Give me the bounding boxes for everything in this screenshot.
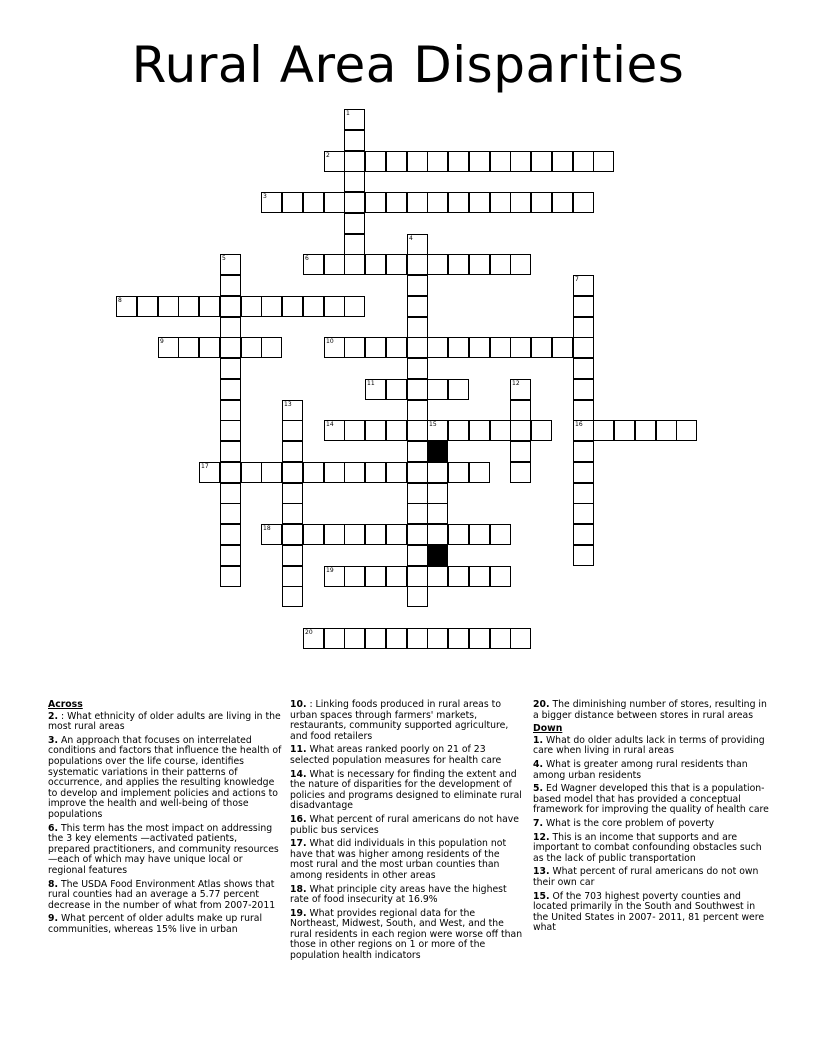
grid-cell[interactable] xyxy=(510,400,531,421)
grid-cell[interactable] xyxy=(407,296,428,317)
grid-cell[interactable] xyxy=(282,586,303,607)
down-clue-12: 12. This is an income that supports and are important to combat confounding obstacles such as the lack of public transportation xyxy=(533,831,762,864)
grid-cell[interactable] xyxy=(573,337,594,358)
grid-cell[interactable] xyxy=(427,628,448,649)
grid-cell[interactable] xyxy=(220,462,241,483)
grid-cell[interactable] xyxy=(324,337,345,358)
grid-cell[interactable] xyxy=(365,337,386,358)
grid-cell[interactable] xyxy=(303,296,324,317)
grid-cell[interactable] xyxy=(407,462,428,483)
grid-cell[interactable] xyxy=(510,192,531,213)
grid-cell[interactable] xyxy=(220,503,241,524)
grid-cell[interactable] xyxy=(427,420,448,441)
grid-cell[interactable] xyxy=(573,400,594,421)
grid-cell[interactable] xyxy=(344,151,365,172)
grid-cell[interactable] xyxy=(220,545,241,566)
clue-number: 1 xyxy=(346,110,350,117)
grid-cell[interactable] xyxy=(552,192,573,213)
page-title: Rural Area Disparities xyxy=(131,36,685,94)
grid-cell[interactable] xyxy=(614,420,635,441)
grid-cell[interactable] xyxy=(510,337,531,358)
grid-cell[interactable] xyxy=(407,586,428,607)
grid-cell[interactable] xyxy=(531,420,552,441)
grid-cell[interactable] xyxy=(427,503,448,524)
grid-cell[interactable] xyxy=(261,337,282,358)
clue-number: 12 xyxy=(512,380,520,387)
grid-cell[interactable] xyxy=(303,628,324,649)
grid-cell[interactable] xyxy=(407,524,428,545)
grid-cell[interactable] xyxy=(490,628,511,649)
grid-cell[interactable] xyxy=(386,379,407,400)
across-clue-9: 9. What percent of older adults make up rural communities, whereas 15% live in urban xyxy=(48,913,263,935)
grid-cell[interactable] xyxy=(220,379,241,400)
grid-cell[interactable] xyxy=(407,317,428,338)
grid-cell[interactable] xyxy=(490,337,511,358)
grid-cell[interactable] xyxy=(344,213,365,234)
grid-cell[interactable] xyxy=(365,524,386,545)
grid-cell[interactable] xyxy=(344,337,365,358)
across-clue-10: 10. : Linking foods produced in rural areas to urban spaces through farmers' markets, restaurants, community supported agriculture, and food retailers xyxy=(290,699,509,742)
grid-cell[interactable] xyxy=(282,441,303,462)
grid-cell[interactable] xyxy=(261,524,282,545)
grid-cell[interactable] xyxy=(552,151,573,172)
grid-cell[interactable] xyxy=(573,358,594,379)
grid-cell[interactable] xyxy=(427,462,448,483)
grid-cell[interactable] xyxy=(116,296,137,317)
grid-cell[interactable] xyxy=(386,566,407,587)
grid-cell[interactable] xyxy=(344,109,365,130)
grid-cell[interactable] xyxy=(324,420,345,441)
clues-section xyxy=(0,700,816,1040)
grid-cell[interactable] xyxy=(469,151,490,172)
grid-cell[interactable] xyxy=(469,254,490,275)
grid-cell[interactable] xyxy=(344,234,365,255)
grid-cell[interactable] xyxy=(220,317,241,338)
down-clue-7: 7. What is the core problem of poverty xyxy=(533,817,715,829)
grid-cell[interactable] xyxy=(282,192,303,213)
grid-cell[interactable] xyxy=(407,358,428,379)
grid-cell[interactable] xyxy=(469,524,490,545)
clue-number: 15 xyxy=(429,421,437,428)
grid-cell[interactable] xyxy=(593,420,614,441)
clue-number: 7 xyxy=(575,276,579,283)
grid-cell[interactable] xyxy=(199,296,220,317)
grid-cell[interactable] xyxy=(448,566,469,587)
clue-number: 20 xyxy=(305,629,313,636)
grid-cell[interactable] xyxy=(344,192,365,213)
grid-cell[interactable] xyxy=(573,296,594,317)
grid-cell[interactable] xyxy=(469,628,490,649)
grid-cell[interactable] xyxy=(365,192,386,213)
grid-cell[interactable] xyxy=(178,296,199,317)
clue-number: 18 xyxy=(263,525,271,532)
across-clue-6: 6. This term has the most impact on addressing the 3 key elements —activated patients, prepared practitioners, and community resources—each of which may have unique local or regional features xyxy=(48,822,279,876)
grid-cell[interactable] xyxy=(324,151,345,172)
across-clue-2: 2. : What ethnicity of older adults are living in the most rural areas xyxy=(48,710,281,733)
grid-cell[interactable] xyxy=(220,400,241,421)
grid-cell[interactable] xyxy=(220,524,241,545)
black-square xyxy=(427,545,448,566)
grid-cell[interactable] xyxy=(282,524,303,545)
grid-cell[interactable] xyxy=(573,192,594,213)
grid-cell[interactable] xyxy=(469,192,490,213)
down-clue-1: 1. What do older adults lack in terms of providing care when living in rural areas xyxy=(533,734,765,757)
grid-cell[interactable] xyxy=(427,192,448,213)
grid-cell[interactable] xyxy=(282,420,303,441)
grid-cell[interactable] xyxy=(158,296,179,317)
grid-cell[interactable] xyxy=(365,254,386,275)
grid-cell[interactable] xyxy=(324,254,345,275)
across-clue-20: 20. The diminishing number of stores, resulting in a bigger distance between stores in rural areas xyxy=(533,699,767,721)
grid-cell[interactable] xyxy=(635,420,656,441)
across-clue-11: 11. What areas ranked poorly on 21 of 23 selected population measures for health care xyxy=(290,744,502,766)
grid-cell[interactable] xyxy=(407,441,428,462)
grid-cell[interactable] xyxy=(386,462,407,483)
grid-cell[interactable] xyxy=(427,254,448,275)
grid-cell[interactable] xyxy=(386,337,407,358)
grid-cell[interactable] xyxy=(282,462,303,483)
grid-cell[interactable] xyxy=(448,524,469,545)
grid-cell[interactable] xyxy=(365,566,386,587)
grid-cell[interactable] xyxy=(365,379,386,400)
grid-cell[interactable] xyxy=(510,420,531,441)
grid-cell[interactable] xyxy=(448,337,469,358)
grid-cell[interactable] xyxy=(407,379,428,400)
grid-cell[interactable] xyxy=(573,151,594,172)
grid-cell[interactable] xyxy=(676,420,697,441)
grid-cell[interactable] xyxy=(510,151,531,172)
grid-cell[interactable] xyxy=(490,151,511,172)
down-clue-5: 5. Ed Wagner developed this that is a population-based model that has provided a conceptual framework for improving the quality of health care xyxy=(533,783,769,816)
grid-cell[interactable] xyxy=(490,254,511,275)
across-clue-18: 18. What principle city areas have the highest rate of food insecurity at 16.9% xyxy=(290,883,507,906)
grid-cell[interactable] xyxy=(448,462,469,483)
grid-cell[interactable] xyxy=(510,628,531,649)
grid-cell[interactable] xyxy=(427,483,448,504)
grid-cell[interactable] xyxy=(241,296,262,317)
grid-cell[interactable] xyxy=(573,317,594,338)
across-clue-14: 14. What is necessary for finding the extent and the nature of disparities for the development of policies and programs designed to eliminate rural disadvantage xyxy=(290,768,522,812)
clue-number: 11 xyxy=(367,380,375,387)
grid-cell[interactable] xyxy=(573,462,594,483)
grid-cell[interactable] xyxy=(407,254,428,275)
grid-cell[interactable] xyxy=(427,566,448,587)
grid-cell[interactable] xyxy=(282,400,303,421)
grid-cell[interactable] xyxy=(241,462,262,483)
grid-cell[interactable] xyxy=(510,441,531,462)
clue-number: 16 xyxy=(575,421,583,428)
grid-cell[interactable] xyxy=(407,420,428,441)
grid-cell[interactable] xyxy=(324,628,345,649)
clue-number: 3 xyxy=(263,193,267,200)
grid-cell[interactable] xyxy=(531,151,552,172)
grid-cell[interactable] xyxy=(573,275,594,296)
grid-cell[interactable] xyxy=(469,420,490,441)
grid-cell[interactable] xyxy=(490,524,511,545)
grid-cell[interactable] xyxy=(137,296,158,317)
grid-cell[interactable] xyxy=(220,254,241,275)
grid-cell[interactable] xyxy=(241,337,262,358)
grid-cell[interactable] xyxy=(324,462,345,483)
grid-cell[interactable] xyxy=(261,462,282,483)
grid-cell[interactable] xyxy=(469,337,490,358)
grid-cell[interactable] xyxy=(407,151,428,172)
clues-column-2 xyxy=(290,700,524,965)
grid-cell[interactable] xyxy=(573,420,594,441)
grid-cell[interactable] xyxy=(448,192,469,213)
grid-cell[interactable] xyxy=(220,441,241,462)
grid-cell[interactable] xyxy=(303,192,324,213)
clues-column-3 xyxy=(533,700,769,937)
grid-cell[interactable] xyxy=(490,192,511,213)
grid-cell[interactable] xyxy=(220,483,241,504)
across-clue-16: 16. What percent of rural americans do not have public bus services xyxy=(290,813,520,836)
grid-cell[interactable] xyxy=(344,566,365,587)
clue-number: 19 xyxy=(326,567,334,574)
grid-cell[interactable] xyxy=(448,379,469,400)
grid-cell[interactable] xyxy=(448,151,469,172)
black-square xyxy=(427,441,448,462)
grid-cell[interactable] xyxy=(303,524,324,545)
grid-cell[interactable] xyxy=(282,503,303,524)
grid-cell[interactable] xyxy=(344,296,365,317)
grid-cell[interactable] xyxy=(407,234,428,255)
grid-cell[interactable] xyxy=(427,524,448,545)
grid-cell[interactable] xyxy=(324,296,345,317)
grid-cell[interactable] xyxy=(199,337,220,358)
grid-cell[interactable] xyxy=(178,337,199,358)
grid-cell[interactable] xyxy=(552,337,573,358)
grid-cell[interactable] xyxy=(365,151,386,172)
down-clue-15: 15. Of the 703 highest poverty counties and located primarily in the South and Southwest in the United States in 2007- 2011, 81 percent were what xyxy=(533,890,765,934)
grid-cell[interactable] xyxy=(427,151,448,172)
down-clue-4: 4. What is greater among rural residents than among urban residents xyxy=(533,758,748,781)
grid-cell[interactable] xyxy=(261,296,282,317)
grid-cell[interactable] xyxy=(282,545,303,566)
grid-cell[interactable] xyxy=(469,566,490,587)
grid-cell[interactable] xyxy=(386,254,407,275)
grid-cell[interactable] xyxy=(448,254,469,275)
clue-number: 10 xyxy=(326,338,334,345)
grid-cell[interactable] xyxy=(573,483,594,504)
grid-cell[interactable] xyxy=(365,628,386,649)
grid-cell[interactable] xyxy=(386,420,407,441)
clue-number: 17 xyxy=(201,463,209,470)
grid-cell[interactable] xyxy=(510,254,531,275)
grid-cell[interactable] xyxy=(427,379,448,400)
clue-number: 5 xyxy=(222,255,226,262)
grid-cell[interactable] xyxy=(220,296,241,317)
clue-number: 6 xyxy=(305,255,309,262)
grid-cell[interactable] xyxy=(199,462,220,483)
clue-number: 14 xyxy=(326,421,334,428)
grid-cell[interactable] xyxy=(344,130,365,151)
grid-cell[interactable] xyxy=(344,628,365,649)
grid-cell[interactable] xyxy=(407,503,428,524)
grid-cell[interactable] xyxy=(573,503,594,524)
grid-cell[interactable] xyxy=(344,420,365,441)
grid-cell[interactable] xyxy=(407,275,428,296)
grid-cell[interactable] xyxy=(158,337,179,358)
grid-cell[interactable] xyxy=(220,420,241,441)
grid-cell[interactable] xyxy=(490,420,511,441)
grid-cell[interactable] xyxy=(490,566,511,587)
grid-cell[interactable] xyxy=(386,192,407,213)
grid-cell[interactable] xyxy=(303,254,324,275)
across-clue-8: 8. The USDA Food Environment Atlas shows that rural counties had an average a 5.77 percent decrease in the number of what from 2007-2011 xyxy=(48,878,276,911)
grid-cell[interactable] xyxy=(324,524,345,545)
grid-cell[interactable] xyxy=(386,151,407,172)
grid-cell[interactable] xyxy=(282,483,303,504)
clue-number: 8 xyxy=(118,297,122,304)
down-heading: Down xyxy=(533,723,563,735)
grid-cell[interactable] xyxy=(531,192,552,213)
grid-cell[interactable] xyxy=(386,628,407,649)
clue-number: 4 xyxy=(409,235,413,242)
grid-cell[interactable] xyxy=(407,628,428,649)
grid-cell[interactable] xyxy=(573,441,594,462)
grid-cell[interactable] xyxy=(344,254,365,275)
clue-number: 9 xyxy=(160,338,164,345)
grid-cell[interactable] xyxy=(573,524,594,545)
grid-cell[interactable] xyxy=(573,379,594,400)
down-clue-13: 13. What percent of rural americans do not own their own car xyxy=(533,866,759,888)
grid-cell[interactable] xyxy=(344,524,365,545)
grid-cell[interactable] xyxy=(261,192,282,213)
grid-cell[interactable] xyxy=(220,358,241,379)
grid-cell[interactable] xyxy=(282,566,303,587)
grid-cell[interactable] xyxy=(220,275,241,296)
grid-cell[interactable] xyxy=(448,420,469,441)
grid-cell[interactable] xyxy=(656,420,677,441)
grid-cell[interactable] xyxy=(407,545,428,566)
grid-cell[interactable] xyxy=(365,420,386,441)
grid-cell[interactable] xyxy=(407,483,428,504)
grid-cell[interactable] xyxy=(220,337,241,358)
grid-cell[interactable] xyxy=(427,337,448,358)
across-clue-19: 19. What provides regional data for the Northeast, Midwest, South, and West, and the rural residents in each region were worse off than those in other regions on 1 or more of the population health indicators xyxy=(290,907,523,962)
grid-cell[interactable] xyxy=(593,151,614,172)
grid-cell[interactable] xyxy=(469,462,490,483)
grid-cell[interactable] xyxy=(324,192,345,213)
grid-cell[interactable] xyxy=(386,524,407,545)
grid-cell[interactable] xyxy=(344,462,365,483)
clue-number: 13 xyxy=(284,401,292,408)
across-clue-17: 17. What did individuals in this population not have that was higher among residents of the most rural and the most urban counties than among residents in other areas xyxy=(290,838,507,881)
grid-cell[interactable] xyxy=(448,628,469,649)
clues-column-1 xyxy=(48,700,282,938)
grid-cell[interactable] xyxy=(282,296,303,317)
across-heading: Across xyxy=(48,699,83,710)
grid-cell[interactable] xyxy=(324,566,345,587)
grid-cell[interactable] xyxy=(220,566,241,587)
across-clue-3: 3. An approach that focuses on interrelated conditions and factors that influence the health of populations over the life course, identifies systematic variations in their patterns of occurrence, and applies the resulting knowledge to develop and implement policies and actions to improve the health and well-being of those populations xyxy=(48,734,282,820)
clue-number: 2 xyxy=(326,152,330,159)
grid-cell[interactable] xyxy=(407,337,428,358)
grid-cell[interactable] xyxy=(510,462,531,483)
grid-cell[interactable] xyxy=(573,545,594,566)
grid-cell[interactable] xyxy=(407,192,428,213)
grid-cell[interactable] xyxy=(407,566,428,587)
grid-cell[interactable] xyxy=(303,462,324,483)
grid-cell[interactable] xyxy=(510,379,531,400)
grid-cell[interactable] xyxy=(365,462,386,483)
grid-cell[interactable] xyxy=(344,171,365,192)
grid-cell[interactable] xyxy=(407,400,428,421)
grid-cell[interactable] xyxy=(531,337,552,358)
